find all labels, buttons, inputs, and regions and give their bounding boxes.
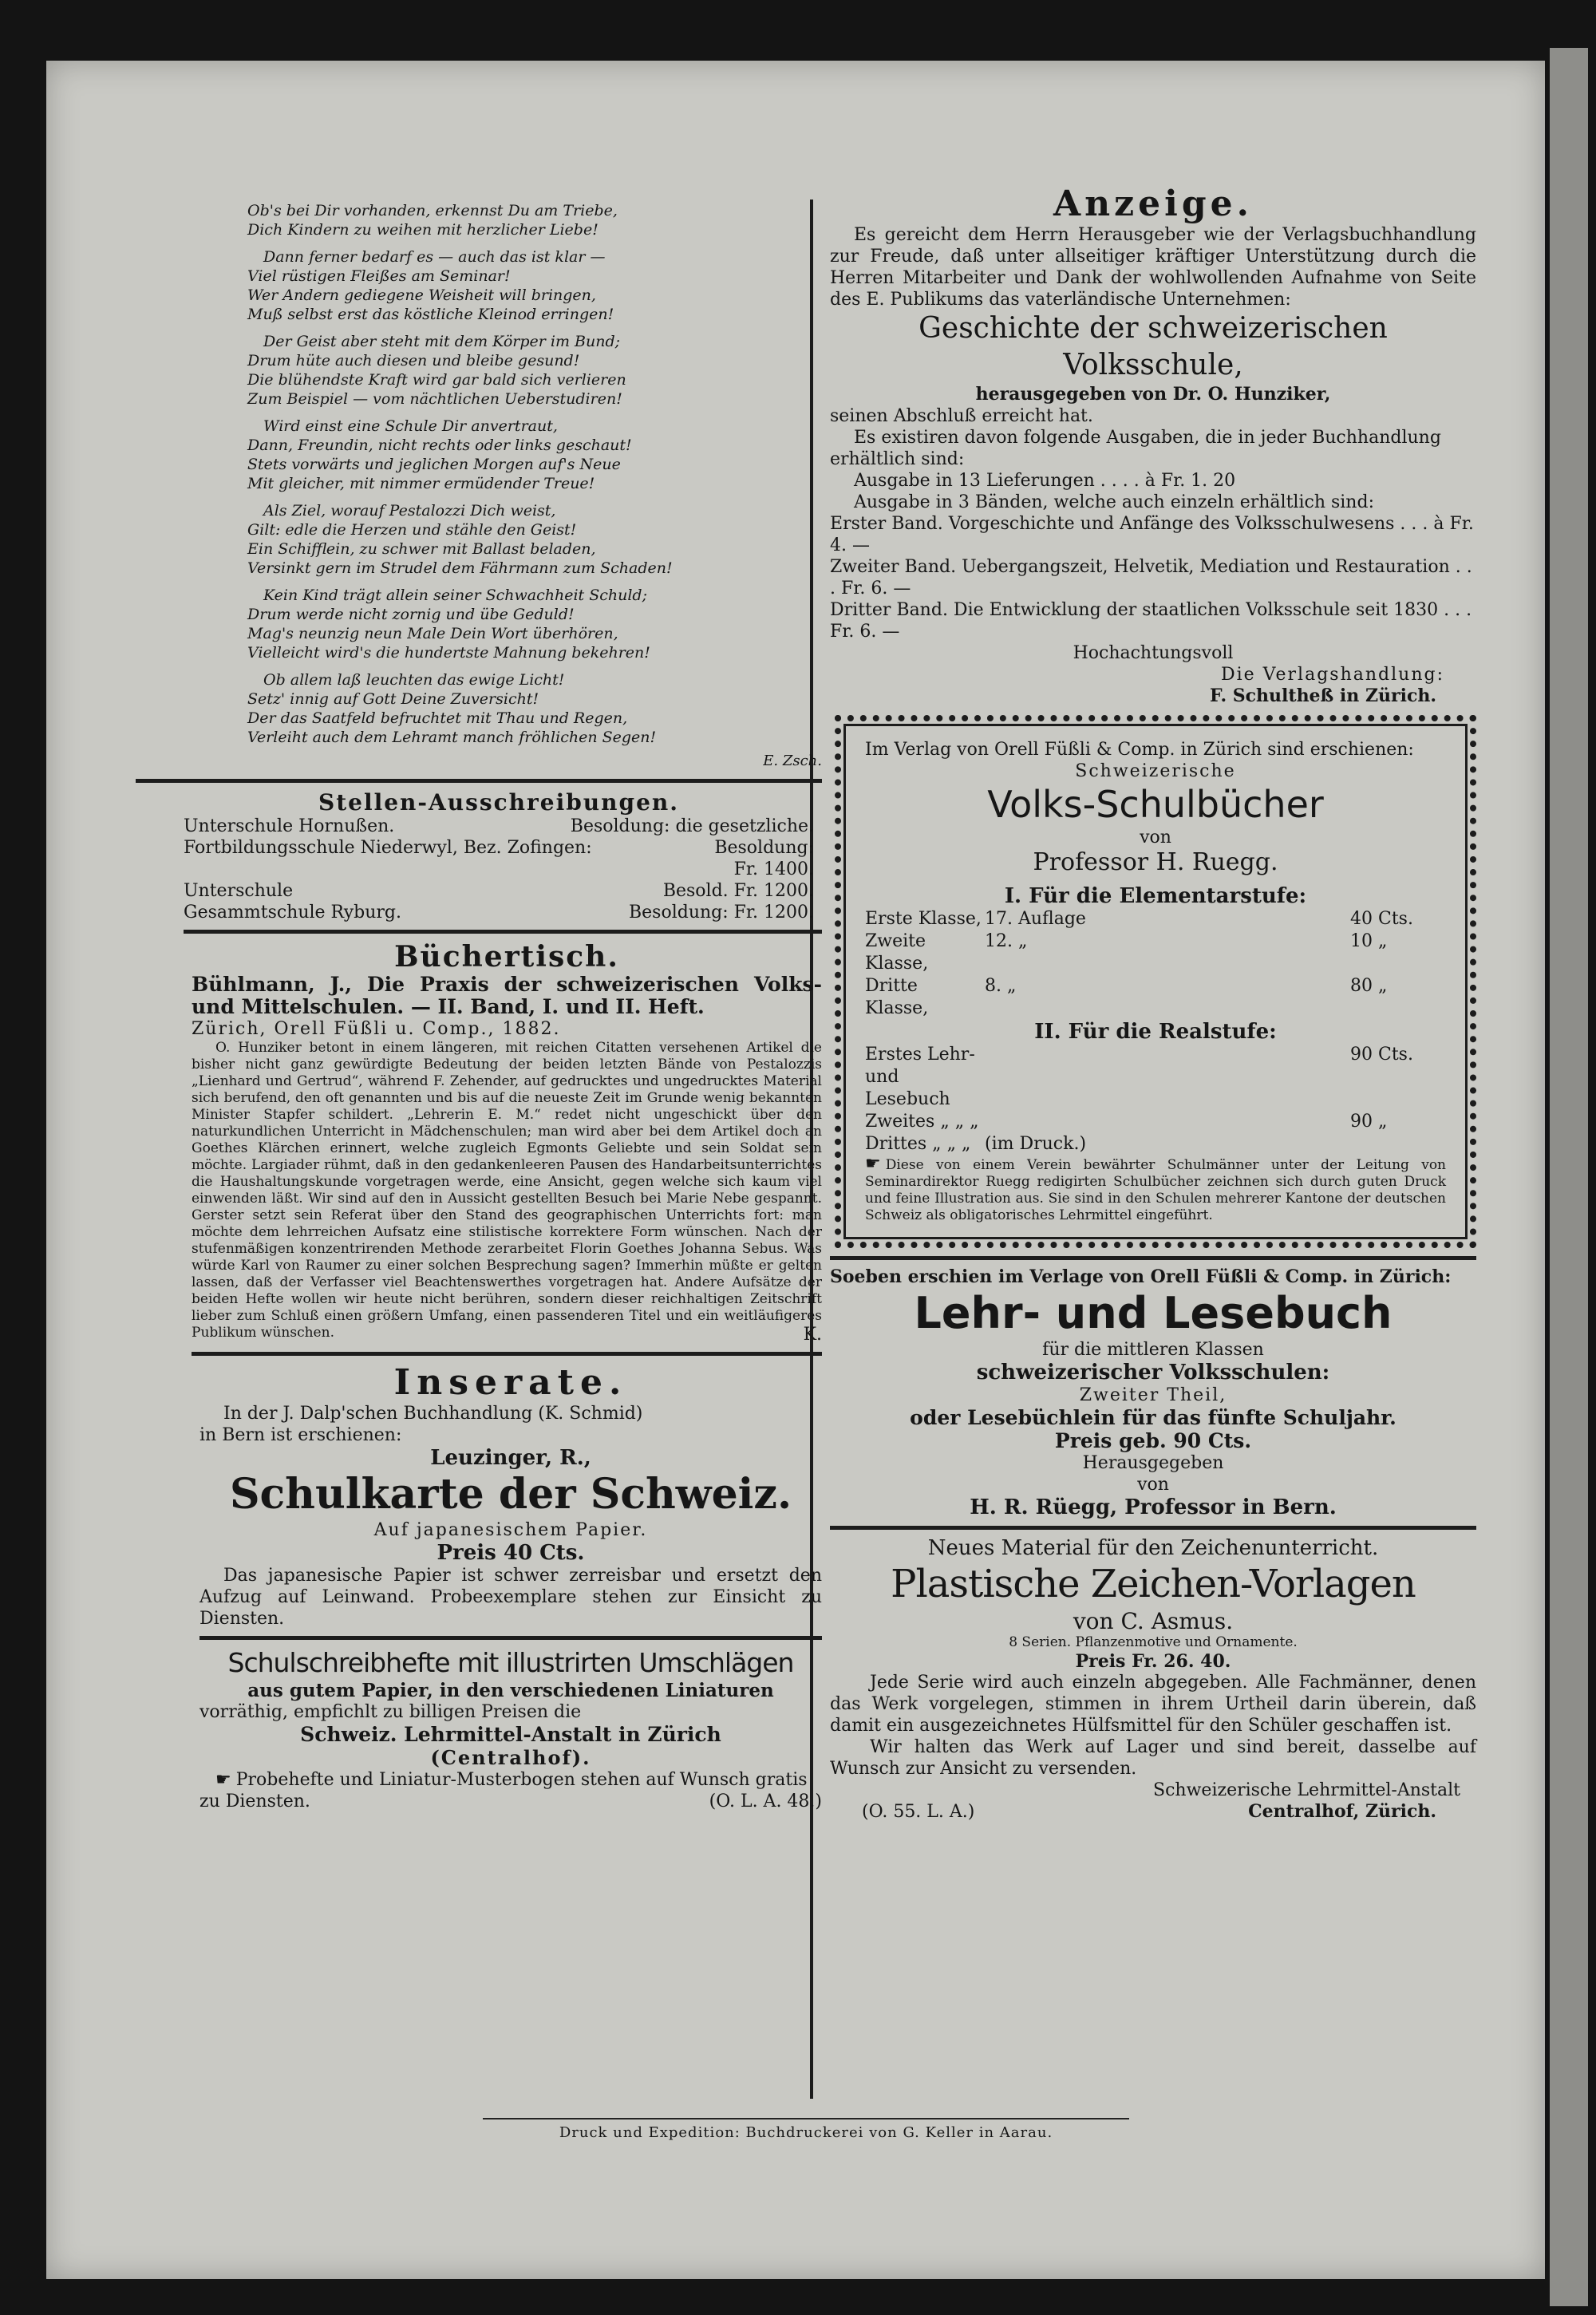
zeichen-price: Preis Fr. 26. 40. xyxy=(1075,1651,1231,1672)
stellen-row xyxy=(184,837,814,859)
map-title: Schulkarte der Schweiz. xyxy=(229,1470,792,1519)
spacer xyxy=(1144,908,1350,930)
book-name: Zweites „ „ „ xyxy=(865,1112,979,1132)
book-edition xyxy=(985,1111,1144,1133)
work-editor: herausgegeben von Dr. O. Hunziker, xyxy=(975,384,1331,405)
book-price-row xyxy=(865,1111,1446,1133)
stellen-section xyxy=(136,789,822,923)
book-edition: 17. Auflage xyxy=(985,909,1086,929)
poem-line: Wer Andern gediegene Weisheit will bringen, xyxy=(247,286,596,304)
book-price: 40 Cts. xyxy=(1350,909,1413,929)
zeichen-author: von C. Asmus. xyxy=(1073,1608,1234,1634)
book-edition xyxy=(985,1044,1144,1111)
buecher-title: Büchertisch. xyxy=(394,940,619,974)
work-done: seinen Abschluß erreicht hat. xyxy=(830,406,1093,426)
poem-signature: E. Zsch. xyxy=(763,753,822,769)
stellen-school: Unterschule xyxy=(184,881,294,901)
poem-line: Dann, Freundin, nicht rechts oder links geschaut! xyxy=(247,437,632,454)
volksschul-von: von xyxy=(1140,828,1171,847)
volksschul-intro: Im Verlag von Orell Füßli & Comp. in Zürich sind erschienen: xyxy=(865,740,1414,760)
divider xyxy=(136,779,822,783)
anzeige-title: Anzeige. xyxy=(1053,184,1253,224)
pointing-hand-icon: ☛ xyxy=(865,1154,881,1174)
poem-line: Mit gleicher, mit nimmer ermüdender Treue! xyxy=(247,475,595,492)
book-price: 10 „ xyxy=(1350,931,1388,951)
dalp-line1: In der J. Dalp'schen Buchhandlung (K. Schmid) xyxy=(223,1404,643,1424)
poem-line: Verleiht auch dem Lehramt manch fröhlichen Segen! xyxy=(247,729,657,746)
stellen-salary: Fr. 1400. xyxy=(733,859,814,879)
poem-stanza xyxy=(247,332,822,409)
editions-intro: Es existiren davon folgende Ausgaben, die in jeder Buchhandlung erhältlich sind: xyxy=(830,428,1441,469)
stellen-salary: Besold. Fr. 1200. xyxy=(662,881,814,901)
poem-line: Wird einst eine Schule Dir anvertraut, xyxy=(263,417,558,435)
lesebuch-price: Preis geb. 90 Cts. xyxy=(1054,1429,1252,1452)
poem-line: Als Ziel, worauf Pestalozzi Dich weist, xyxy=(263,502,556,519)
lesebuch-line4: oder Lesebüchlein für das fünfte Schuljahr. xyxy=(910,1406,1396,1429)
poem-line: Der das Saatfeld befruchtet mit Thau und Regen, xyxy=(247,709,628,727)
poem-line: Stets vorwärts und jeglichen Morgen auf's Neue xyxy=(247,456,621,473)
hefte-place: (Centralhof). xyxy=(430,1746,591,1769)
hefte-line1: aus gutem Papier, in den verschiedenen Liniaturen xyxy=(247,1680,774,1701)
book-price: 90 „ xyxy=(1350,1112,1388,1132)
poem xyxy=(136,201,822,771)
book-name: Dritte Klasse, xyxy=(865,976,929,1018)
poem-line: Mag's neunzig neun Male Dein Wort überhören, xyxy=(247,625,618,642)
volume-2: Zweiter Band. Uebergangszeit, Helvetik, Mediation und Restauration . . . Fr. 6. — xyxy=(830,557,1472,599)
map-desc: Das japanesische Papier ist schwer zerreisbar und ersetzt den Aufzug auf Leinwand. Probeexemplare stehen zur Einsicht zu Diensten. xyxy=(200,1566,822,1629)
hefte-firm: Schweiz. Lehrmittel-Anstalt in Zürich xyxy=(300,1723,721,1746)
book-price: 80 „ xyxy=(1350,976,1388,996)
poem-line: Ob's bei Dir vorhanden, erkennst Du am Triebe, xyxy=(247,202,618,219)
publisher: F. Schultheß in Zürich. xyxy=(1210,685,1436,706)
dalp-line2: in Bern ist erschienen: xyxy=(200,1425,402,1445)
book-price: 90 Cts. xyxy=(1350,1045,1413,1065)
stellen-row xyxy=(184,880,814,902)
stellen-school: Fortbildungsschule Niederwyl, Bez. Zofingen: xyxy=(184,838,592,858)
regards: Hochachtungsvoll xyxy=(1073,643,1234,663)
volksschul-title: Volks-Schulbücher xyxy=(987,783,1324,826)
book-price-row xyxy=(865,1133,1446,1156)
poem-line: Versinkt gern im Strudel dem Fährmann zum Schaden! xyxy=(247,559,673,577)
poem-line: Ob allem laß leuchten das ewige Licht! xyxy=(263,671,565,689)
divider xyxy=(200,1636,822,1640)
book-name: Zweite Klasse, xyxy=(865,931,929,974)
pointing-hand-icon: ☛ xyxy=(215,1770,231,1790)
zeichen-body1: Jede Serie wird auch einzeln abgegeben. Alle Fachmänner, denen das Werk vorgelegen, stimmen in ihrem Urtheil darin überein, daß damit ein ausgezeichnetes Hülfsmittel für den Schüler geschaffen ist. xyxy=(830,1673,1476,1736)
zeichen-body2: Wir halten das Werk auf Lager und sind bereit, dasselbe auf Wunsch zur Ansicht zu versenden. xyxy=(830,1737,1476,1779)
anzeige-body: Es gereicht dem Herrn Herausgeber wie der Verlagsbuchhandlung zur Freude, daß unter allseitiger kräftiger Unterstützung durch die Herren Mitarbeiter und Dank der wohlwollenden Aufnahme von Seite des E. Publikums das vaterländische Unternehmen: xyxy=(830,225,1476,310)
poem-line: Dich Kindern zu weihen mit herzlicher Liebe! xyxy=(247,221,598,239)
left-column xyxy=(136,128,822,1812)
spacer xyxy=(1144,1133,1350,1156)
book-edition: 12. „ xyxy=(985,931,1028,951)
book-name: Erste Klasse, xyxy=(865,909,982,929)
poem-line: Muß selbst erst das köstliche Kleinod erringen! xyxy=(247,306,614,323)
lesebuch-line2: schweizerischer Volksschulen: xyxy=(976,1361,1330,1385)
map-paper: Auf japanesischem Papier. xyxy=(373,1520,648,1540)
hefte-note: ☛ Probehefte und Liniatur-Musterbogen stehen auf Wunsch gratis zu Diensten. xyxy=(200,1770,808,1811)
lesebuch-edited: Herausgegeben xyxy=(1082,1453,1224,1473)
poem-stanza xyxy=(247,247,822,324)
spacer xyxy=(1144,930,1350,975)
stellen-row xyxy=(184,859,814,880)
poem-line: Ein Schifflein, zu schwer mit Ballast beladen, xyxy=(247,540,596,558)
poem-line: Drum werde nicht zornig und übe Geduld! xyxy=(247,606,575,623)
lesebuch-intro: Soeben erschien im Verlage von Orell Füßli & Comp. in Zürich: xyxy=(830,1266,1452,1287)
stellen-row xyxy=(184,902,814,923)
lesebuch-editor: H. R. Rüegg, Professor in Bern. xyxy=(970,1495,1337,1519)
book-edition: 8. „ xyxy=(985,976,1017,996)
stellen-title: Stellen-Ausschreibungen. xyxy=(318,789,680,816)
poem-stanza xyxy=(247,670,822,747)
spacer xyxy=(1144,1044,1350,1111)
volksschul-author: Professor H. Ruegg. xyxy=(1033,848,1278,876)
publisher-label: Die Verlagshandlung: xyxy=(1220,665,1444,685)
review-signature: K. xyxy=(803,1325,822,1345)
book-review: O. Hunziker betont in einem längeren, mit reichen Citatten versehenen Artikel die bisher nicht ganz gewürdigte Bedeutung der beiden letzten Bände von Pestalozzis „Lienhard und Gertrud“, während F. Zehender, auf gedrucktes und ungedrucktes Material sich berufend, den oft genannten und bis auf die neueste Zeit im Grunde wenig bekannten Minister Stapfer schildert. „Lehrerin E. M.“ redet nicht ungeschickt über den naturkundlichen Unterricht in Mädchenschulen; man wird aber bei dem Artikel doch an Goethes Klärchen erinnert, welche zugleich Egmonts Geliebte und sein Soldat sein möchte. Largiader rühmt, daß in den gedankenleeren Pausen des Handarbeitsunterrichtes die Haushaltungskunde vorgetragen werde, eine Ansicht, gegen welche sich kaum viel einwenden läßt. Wir sind auf den in Aussicht gestellten Besuch bei Marie Nebe gespannt. Gerster setzt sein Referat über den Stand des geographischen Unterrichts fort: man möchte dem lehrreichen Aufsatz eine stilistische korrektere Form wünschen. Nach der stufenmäßigen konzentrirenden Methode zerarbeitet Florin Goethes Johanna Sebus. Was würde Karl von Raumer zu einer solchen Besprechung sagen? Immerhin müßte er gelten lassen, daß der Verfasser viel Beachtenswerthes vorgetragen hat. Andere Aufsätze der beiden Hefte wollen wir heute nicht berühren, sondern dieser reichhaltigen Zeitschrift lieber zum Schluß einen größern Umfang, einen passenderen Titel und ein weitläufigeres Publikum wünschen. xyxy=(192,1040,822,1341)
poem-stanza xyxy=(247,417,822,493)
hefte-line2: vorräthig, empfichlt zu billigen Preisen die xyxy=(200,1702,582,1722)
lesebuch-line3: Zweiter Theil, xyxy=(1079,1385,1227,1405)
book-price-row xyxy=(865,930,1446,975)
stage-1-title: I. Für die Elementarstufe: xyxy=(1004,884,1307,908)
poem-stanza xyxy=(247,201,822,239)
book-edition: (im Druck.) xyxy=(985,1134,1087,1154)
right-column xyxy=(830,128,1476,1823)
poem-line: Die blühendste Kraft wird gar bald sich verlieren xyxy=(247,371,626,389)
inserate-title: Inserate. xyxy=(393,1362,628,1403)
hefte-code: (O. L. A. 48.) xyxy=(709,1792,822,1811)
poem-line: Vielleicht wird's die hundertste Mahnung bekehren! xyxy=(247,644,650,662)
volksschul-box xyxy=(835,715,1476,1248)
zeichen-series: 8 Serien. Pflanzenmotive und Ornamente. xyxy=(1009,1634,1298,1650)
spacer xyxy=(1144,975,1350,1020)
imprint-footer: Druck und Expedition: Buchdruckerei von G. Keller in Aarau. xyxy=(447,2113,1165,2141)
poem-stanza xyxy=(247,586,822,662)
adjacent-page-edge xyxy=(1550,48,1588,2306)
edition-1: Ausgabe in 13 Lieferungen . . . . à Fr. 1. 20 xyxy=(854,471,1236,491)
poem-line: Kein Kind trägt allein seiner Schwachheit Schuld; xyxy=(263,587,647,604)
stellen-salary: Besoldung: die gesetzliche. xyxy=(570,816,814,836)
poem-line: Dann ferner bedarf es — auch das ist klar — xyxy=(263,248,606,266)
stellen-school: Gesammtschule Ryburg. xyxy=(184,903,402,922)
zeichen-place: Centralhof, Zürich. xyxy=(1248,1801,1436,1822)
divider xyxy=(184,930,822,934)
map-author: Leuzinger, R., xyxy=(430,1446,591,1470)
lesebuch-title: Lehr- und Lesebuch xyxy=(914,1288,1393,1338)
zeichen-firm: Schweizerische Lehrmittel-Anstalt xyxy=(1153,1780,1460,1800)
stellen-row xyxy=(184,816,814,837)
divider xyxy=(192,1352,822,1356)
book-imprint: Zürich, Orell Füßli u. Comp., 1882. xyxy=(192,1019,561,1039)
volume-1: Erster Band. Vorgeschichte und Anfänge des Volksschulwesens . . . à Fr. 4. — xyxy=(830,514,1474,555)
stellen-school: Unterschule Hornußen. xyxy=(184,816,395,836)
poem-line: Zum Beispiel — vom nächtlichen Ueberstudiren! xyxy=(247,390,622,408)
zeichen-section xyxy=(830,1536,1476,1823)
buecher-section xyxy=(136,940,822,1345)
work-title: Geschichte der schweizerischen Volksschule, xyxy=(918,312,1388,381)
poem-line: Setz' innig auf Gott Deine Zuversicht! xyxy=(247,690,539,708)
inserate-section xyxy=(136,1362,822,1812)
footer-rule xyxy=(483,2118,1129,2119)
book-price xyxy=(1350,1133,1446,1156)
poem-line: Gilt: edle die Herzen und stähle den Geist! xyxy=(247,521,577,539)
lesebuch-line1: für die mittleren Klassen xyxy=(1042,1340,1264,1360)
lesebuch-von: von xyxy=(1137,1475,1169,1495)
volume-3: Dritter Band. Die Entwicklung der staatlichen Volksschule seit 1830 . . . Fr. 6. — xyxy=(830,600,1472,642)
book-name: Erstes Lehr- und Lesebuch xyxy=(865,1045,975,1109)
lesebuch-section xyxy=(830,1266,1476,1519)
poem-line: Drum hüte auch diesen und bleibe gesund! xyxy=(247,352,580,369)
map-price: Preis 40 Cts. xyxy=(437,1541,585,1565)
poem-line: Viel rüstigen Fleißes am Seminar! xyxy=(247,267,511,285)
zeichen-code: (O. 55. L. A.) xyxy=(862,1802,975,1822)
volksschul-sub: Schweizerische xyxy=(1075,761,1236,781)
anzeige-section xyxy=(830,128,1476,707)
book-name: Drittes „ „ „ xyxy=(865,1134,971,1154)
poem-stanza xyxy=(247,501,822,578)
stage-2-title: II. Für die Realstufe: xyxy=(1034,1020,1277,1044)
book-price-row xyxy=(865,1044,1446,1111)
book-price-row xyxy=(865,908,1446,930)
stellen-salary: Besoldung: Fr. 1200. xyxy=(629,903,814,922)
volksschul-note: ☛ Diese von einem Verein bewährter Schulmänner unter der Leitung von Seminardirektor Ruegg redigirten Schulbücher zeichnen sich durch guten Druck und feine Illustration aus. Sie sind in den Schulen mehrerer Kantone der deutschen Schweiz als obligatorisches Lehrmittel eingeführt. xyxy=(865,1154,1446,1223)
divider xyxy=(830,1256,1476,1260)
book-title: Bühlmann, J., Die Praxis der schweizerischen Volks- und Mittelschulen. — II. Band, I. und II. Heft. xyxy=(192,973,822,1018)
zeichen-title: Plastische Zeichen-Vorlagen xyxy=(891,1562,1416,1606)
spacer xyxy=(1144,1111,1350,1133)
hefte-title: Schulschreibhefte mit illustrirten Umschlägen xyxy=(227,1647,794,1678)
edition-2: Ausgabe in 3 Bänden, welche auch einzeln erhältlich sind: xyxy=(854,492,1374,512)
book-price-row xyxy=(865,975,1446,1020)
divider xyxy=(830,1526,1476,1530)
stellen-salary: Besoldung: xyxy=(714,838,814,858)
poem-line: Der Geist aber steht mit dem Körper im Bund; xyxy=(263,333,621,350)
zeichen-header: Neues Material für den Zeichenunterricht. xyxy=(927,1536,1379,1560)
